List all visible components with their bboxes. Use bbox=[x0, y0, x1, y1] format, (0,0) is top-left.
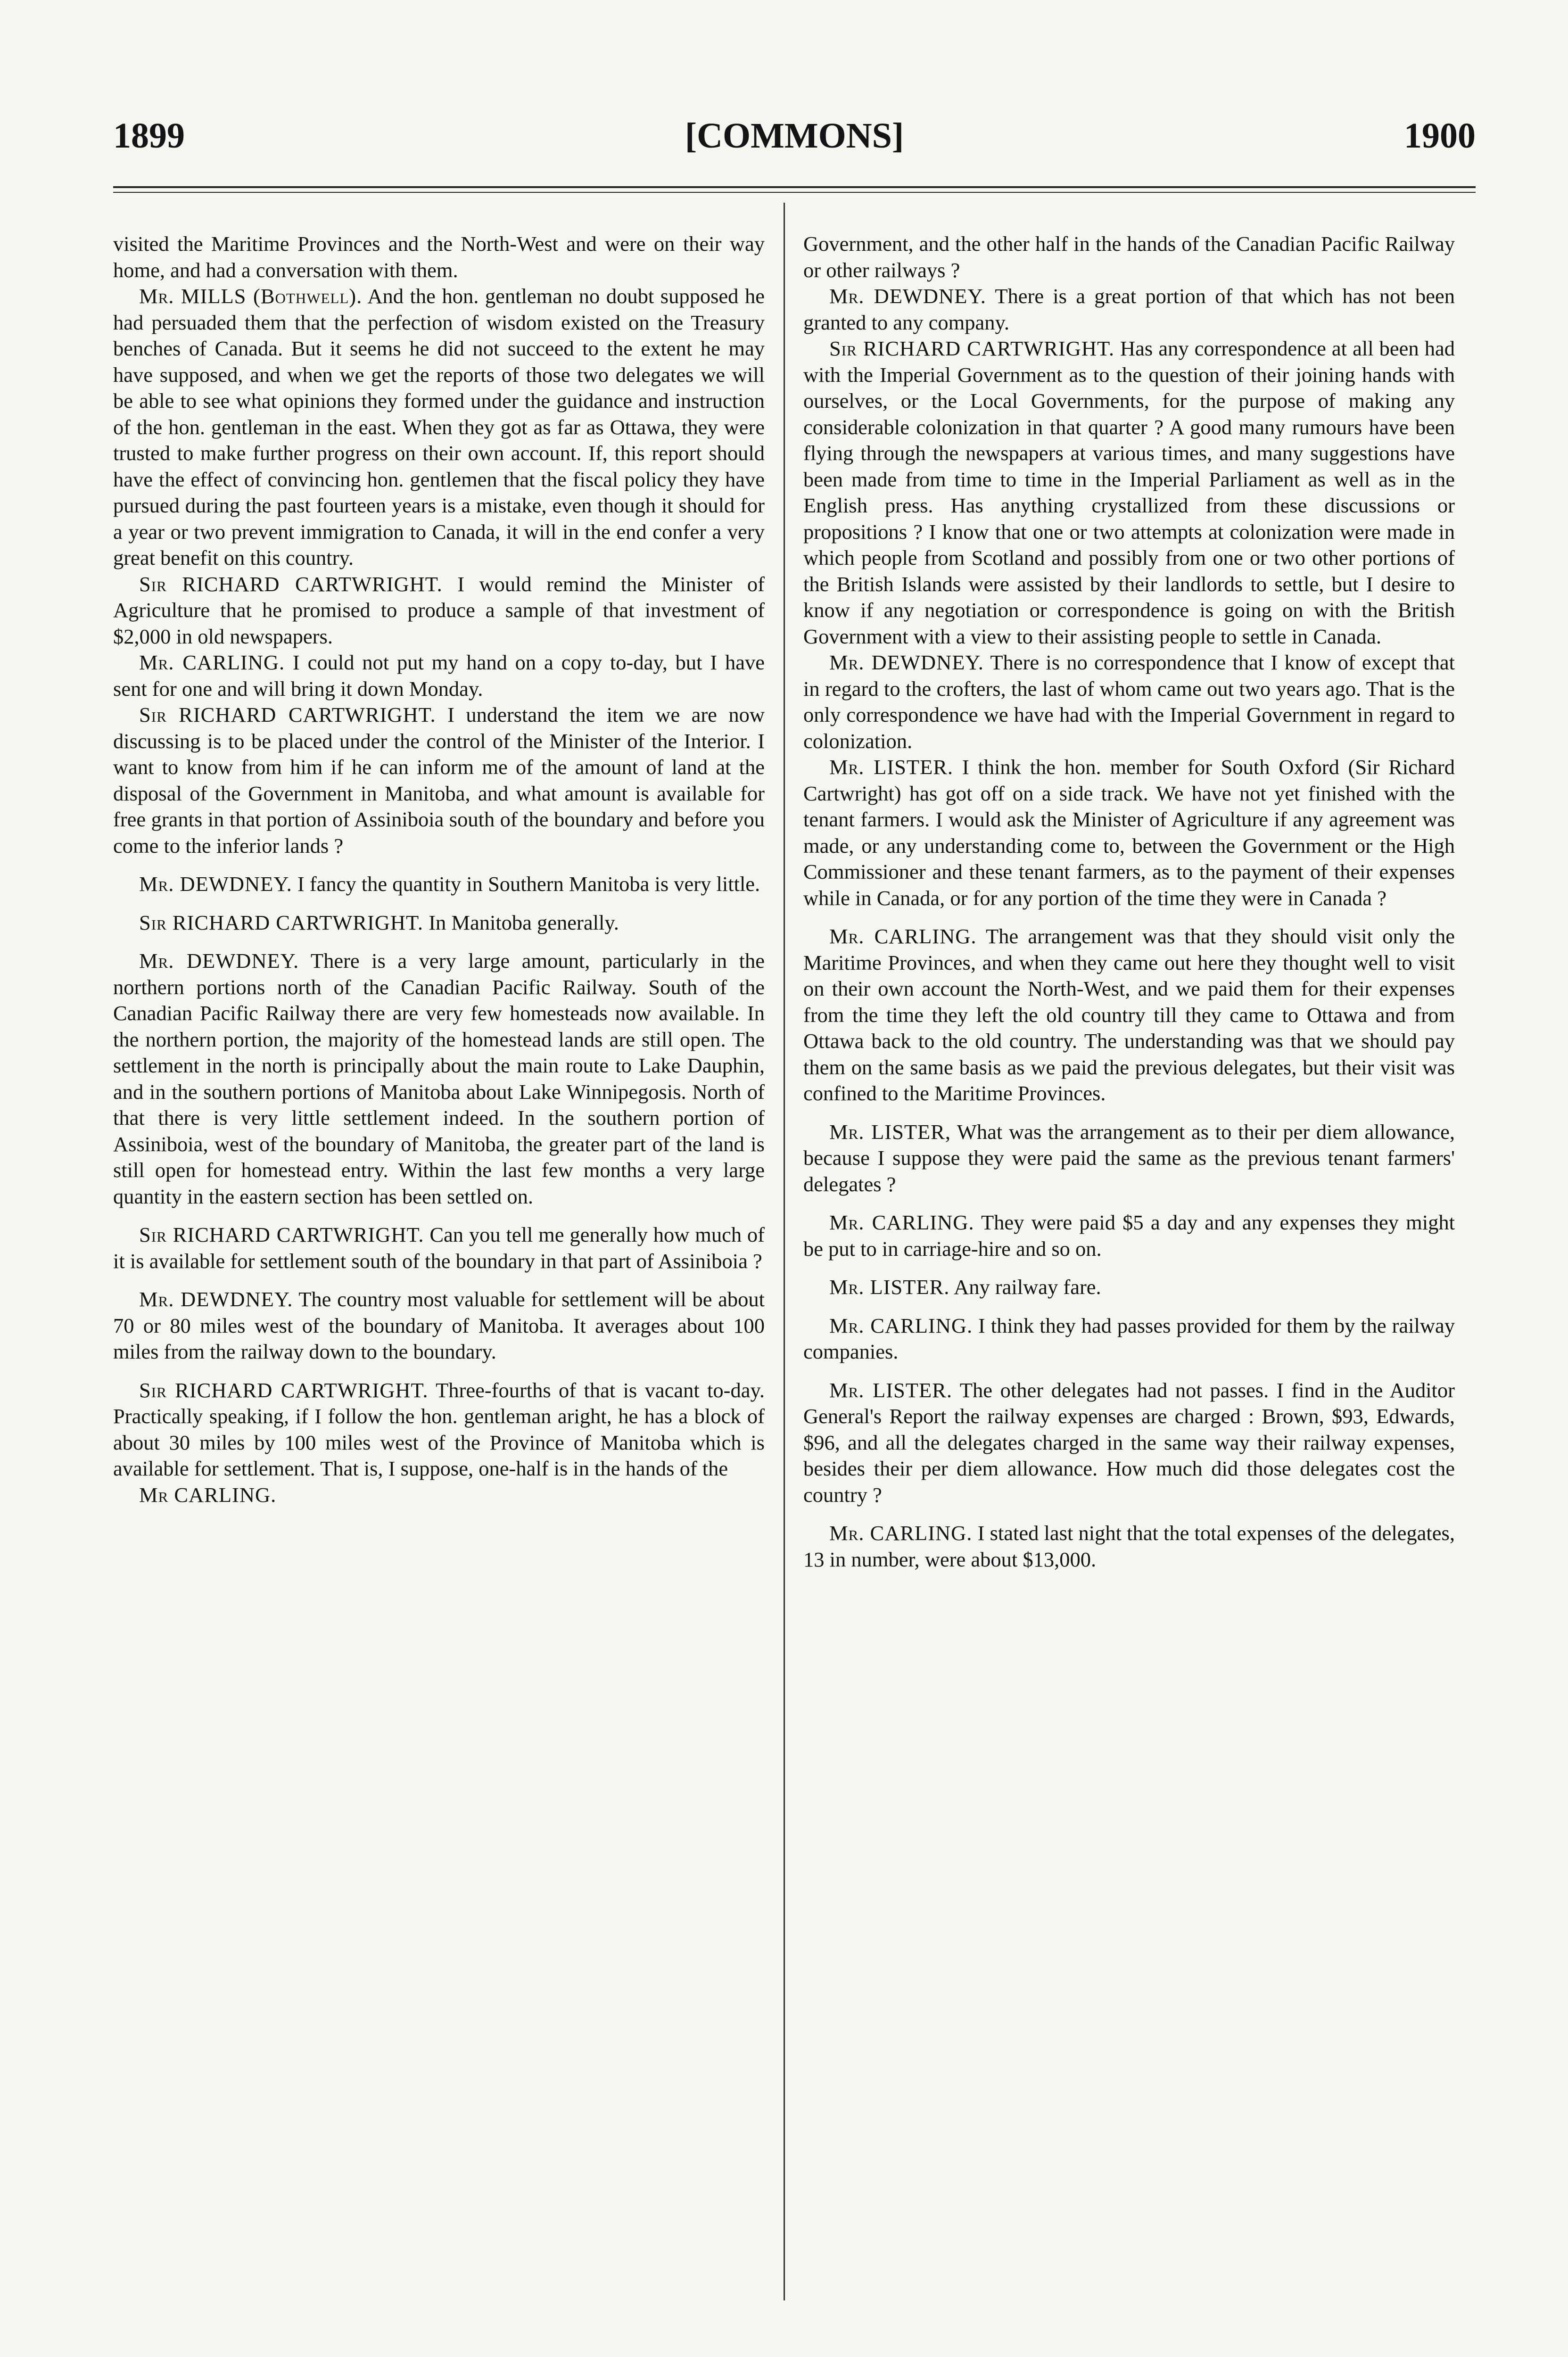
paragraph: visited the Maritime Provinces and the North-West and were on their way home, and had a conversation with them. bbox=[113, 232, 765, 282]
speaker-name: Mr. DEWDNEY. bbox=[829, 284, 986, 308]
speaker-name: Mr. DEWDNEY. bbox=[139, 1287, 293, 1311]
speaker-name: Mr. CARLING. bbox=[829, 1521, 973, 1545]
header-rule-thin bbox=[113, 192, 1476, 193]
speaker-name: Sir RICHARD CARTWRIGHT. bbox=[139, 910, 424, 934]
speaker-name: Mr. LISTER. bbox=[829, 1275, 950, 1299]
paragraph: Sir RICHARD CARTWRIGHT. Three-fourths of that is vacant to-day. Practically speaking, if I follow the hon. gentleman aright, he has a block of about 30 miles by 100 miles west of the Province of Manitoba which is available for settlement. That is, I suppose, one-half is in the hands of the bbox=[113, 1378, 765, 1480]
speaker-name: Mr. LISTER, bbox=[829, 1120, 951, 1144]
paragraph: Sir RICHARD CARTWRIGHT. I would remind the Minister of Agriculture that he promised to produce a sample of that investment of $2,000 in old newspapers. bbox=[113, 572, 765, 648]
paragraph: Mr. DEWDNEY. There is no correspondence that I know of except that in regard to the crofters, the last of whom came out two years ago. That is the only correspondence we have had with the Imperial Government in regard to colonization. bbox=[803, 651, 1455, 753]
speaker-name: Sir RICHARD CARTWRIGHT. bbox=[139, 572, 443, 596]
paragraph: Mr. LISTER. Any railway fare. bbox=[829, 1275, 1101, 1299]
right-column bbox=[803, 231, 1455, 2305]
paragraph: Mr. DEWDNEY. There is a great portion of that which has not been granted to any company. bbox=[803, 284, 1455, 334]
paragraph: Government, and the other half in the hands of the Canadian Pacific Railway or other railways ? bbox=[803, 232, 1455, 282]
speaker-name: Mr. CARLING. bbox=[829, 1211, 974, 1234]
paragraph: Mr. LISTER. I think the hon. member for South Oxford (Sir Richard Cartwright) has got off on a side track. We have not yet finished with the tenant farmers. I would ask the Minister of Agriculture if any agreement was made, or any understanding come to, between the Government or the High Commissioner and these tenant farmers, as to the payment of their expenses while in Canada, or for any portion of the time they were in Canada ? bbox=[803, 755, 1455, 910]
speaker-name: Mr. LISTER. bbox=[829, 755, 954, 779]
paragraph: Sir RICHARD CARTWRIGHT. In Manitoba generally. bbox=[139, 910, 619, 934]
paragraph: Mr. CARLING. They were paid $5 a day and any expenses they might be put to in carriage-hire and so on. bbox=[803, 1211, 1455, 1261]
speaker-name: Sir RICHARD CARTWRIGHT. bbox=[139, 703, 436, 726]
paragraph: Mr. DEWDNEY. There is a very large amount, particularly in the northern portions north of the Canadian Pacific Railway. South of the Canadian Pacific Railway there are very few homesteads now available. In the northern portion, the majority of the homestead lands are still open. The settlement in the north is principally about the main route to Lake Dauphin, and in the southern portions of Manitoba about Lake Winnipegosis. North of that there is very little settlement indeed. In the southern portion of Assiniboia, west of the boundary of Manitoba, the greater part of the land is still open for homestead entry. Within the last few months a very large quantity in the eastern section has been settled on. bbox=[113, 949, 765, 1208]
footer-running-name: Mr CARLING. bbox=[139, 1483, 277, 1507]
speaker-name: Mr. CARLING. bbox=[139, 651, 285, 674]
paragraph: Mr. LISTER, What was the arrangement as to their per diem allowance, because I suppose they were paid the same as the previous tenant farmers' delegates ? bbox=[803, 1120, 1455, 1196]
paragraph: Mr. DEWDNEY. I fancy the quantity in Southern Manitoba is very little. bbox=[139, 872, 760, 896]
speaker-name: Mr. DEWDNEY. bbox=[139, 872, 292, 896]
left-page-number: 1899 bbox=[113, 116, 185, 156]
paragraph: Mr. MILLS (Bothwell). And the hon. gentleman no doubt supposed he had persuaded them that the perfection of wisdom existed on the Treasury benches of Canada. But it seems he did not succeed to the extent he may have supposed, and when we get the reports of those two delegates we will be able to see what opinions they formed under the guidance and instruction of the hon. gentleman in the east. When they got as far as Ottawa, they were trusted to make further progress on their own account. If, this report should have the effect of convincing hon. gentlemen that the fiscal policy they have pursued during the past fourteen years is a mistake, even though it should for a year or two prevent immigration to Canada, it will in the end confer a very great benefit on this country. bbox=[113, 284, 765, 569]
speaker-name: Mr. LISTER. bbox=[829, 1378, 952, 1402]
paragraph: Mr. CARLING. I stated last night that the total expenses of the delegates, 13 in number, were about $13,000. bbox=[803, 1521, 1455, 1571]
right-page-number: 1900 bbox=[1404, 116, 1476, 156]
paragraph: Mr. DEWDNEY. The country most valuable for settlement will be about 70 or 80 miles west of the boundary of Manitoba. It averages about 100 miles from the railway down to the boundary. bbox=[113, 1287, 765, 1363]
paragraph: Mr. CARLING. I could not put my hand on a copy to-day, but I have sent for one and will bring it down Monday. bbox=[113, 651, 765, 701]
speaker-name: Mr. CARLING. bbox=[829, 1313, 973, 1337]
paragraph: Mr. LISTER. The other delegates had not passes. I find in the Auditor General's Report the railway expenses are charged : Brown, $93, Edwards, $96, and all the delegates charged in the same way their railway expenses, besides their per diem allowance. How much did those delegates cost the country ? bbox=[803, 1378, 1455, 1507]
speaker-name: Mr. DEWDNEY. bbox=[139, 949, 299, 972]
header-title: [COMMONS] bbox=[685, 116, 904, 156]
speaker-name: Mr. CARLING. bbox=[829, 924, 977, 948]
speaker-name: Sir RICHARD CARTWRIGHT. bbox=[139, 1378, 429, 1402]
speaker-name: Mr. DEWDNEY. bbox=[829, 651, 984, 674]
paragraph: Sir RICHARD CARTWRIGHT. Has any correspondence at all been had with the Imperial Government as to the question of their joining hands with ourselves, or the Local Governments, for the purpose of making any considerable colonization in that quarter ? A good many rumours have been flying through the newspapers at various times, and many suggestions have been made from time to time in the Imperial Parliament as well as in the English press. Has anything crystallized from these discussions or propositions ? I know that one or two attempts at colonization were made in which people from Scotland and possibly from one or two other portions of the British Islands were assisted by their landlords to settle, but I desire to know if any negotiation or correspondence is going on with the British Government with a view to their assisting people to settle in Canada. bbox=[803, 337, 1455, 648]
header-rule bbox=[113, 186, 1476, 188]
paragraph: Mr. CARLING. I think they had passes provided for them by the railway companies. bbox=[803, 1313, 1455, 1363]
speaker-name: Sir RICHARD CARTWRIGHT. bbox=[139, 1223, 424, 1246]
column-divider bbox=[784, 203, 785, 2300]
speaker-name: Sir RICHARD CARTWRIGHT. bbox=[829, 337, 1114, 360]
left-column bbox=[113, 231, 765, 2305]
speaker-name: Mr. MILLS (Bothwell). bbox=[139, 284, 363, 308]
paragraph: Sir RICHARD CARTWRIGHT. I understand the item we are now discussing is to be placed under the control of the Minister of the Interior. I want to know from him if he can inform me of the amount of land at the disposal of the Government in Manitoba, and what amount is available for free grants in that portion of Assiniboia south of the boundary and before you come to the inferior lands ? bbox=[113, 703, 765, 857]
page-header bbox=[113, 106, 1476, 163]
paragraph: Sir RICHARD CARTWRIGHT. Can you tell me generally how much of it is available for settlement south of the boundary in that part of Assiniboia ? bbox=[113, 1223, 765, 1273]
paragraph: Mr. CARLING. The arrangement was that they should visit only the Maritime Provinces, and when they came out here they thought well to visit on their own account the North-West, and we paid them for their expenses from the time they left the old country till they came to Ottawa and from Ottawa back to the old country. The understanding was that we should pay them on the same basis as we paid the previous delegates, but their visit was confined to the Maritime Provinces. bbox=[803, 924, 1455, 1105]
